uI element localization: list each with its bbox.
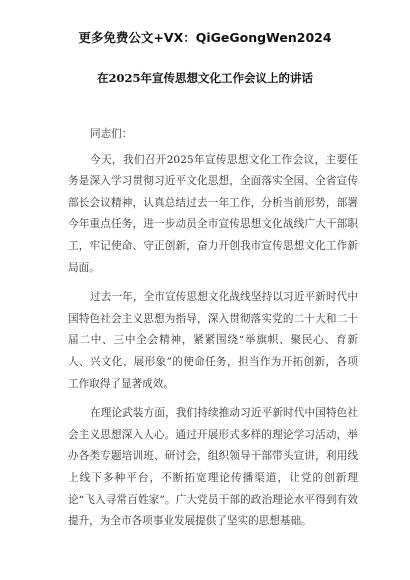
paragraph-intro: 今天，我们召开2025年宣传思想文化工作会议，主要任务是深入学习贯彻习近平文化思想，全面落实全国、全省宣传部长会议精神，认真总结过去一年工作，分析当前形势，部署今年重点任务，进一步动员全市宣传思想文化战线广大干部职工，牢记使命、守正创新，奋力开创我市宣传思想文化工作新局面。 (68, 153, 358, 274)
promo-header: 更多免费公文+VX：QiGeGongWen2024 (78, 30, 332, 45)
paragraph-theory: 在理论武装方面，我们持续推动习近平新时代中国特色社会主义思想深入人心。通过开展形式多样的理论学习活动，举办各类专题培训班、研讨会，组织领导干部带头宣讲，利用线上线下多种平台，不断拓宽理论传播渠道，让党的创新理论“飞入寻常百姓家”。广大党员干部的政治理论水平得到有效提升，为全市各项事业发展提供了坚实的思想基础。 (68, 407, 358, 528)
paragraph-review: 过去一年，全市宣传思想文化战线坚持以习近平新时代中国特色社会主义思想为指导，深入贯彻落实党的二十大和二十届二中、三中全会精神，紧紧围绕“举旗帜、聚民心、育新人、兴文化、展形象”的使命任务，担当作为开拓创新，各项工作取得了显著成效。 (68, 291, 358, 390)
salutation: 同志们： (90, 128, 133, 140)
document-title: 在2025年宣传思想文化工作会议上的讲话 (96, 71, 313, 85)
document-body (68, 124, 358, 541)
